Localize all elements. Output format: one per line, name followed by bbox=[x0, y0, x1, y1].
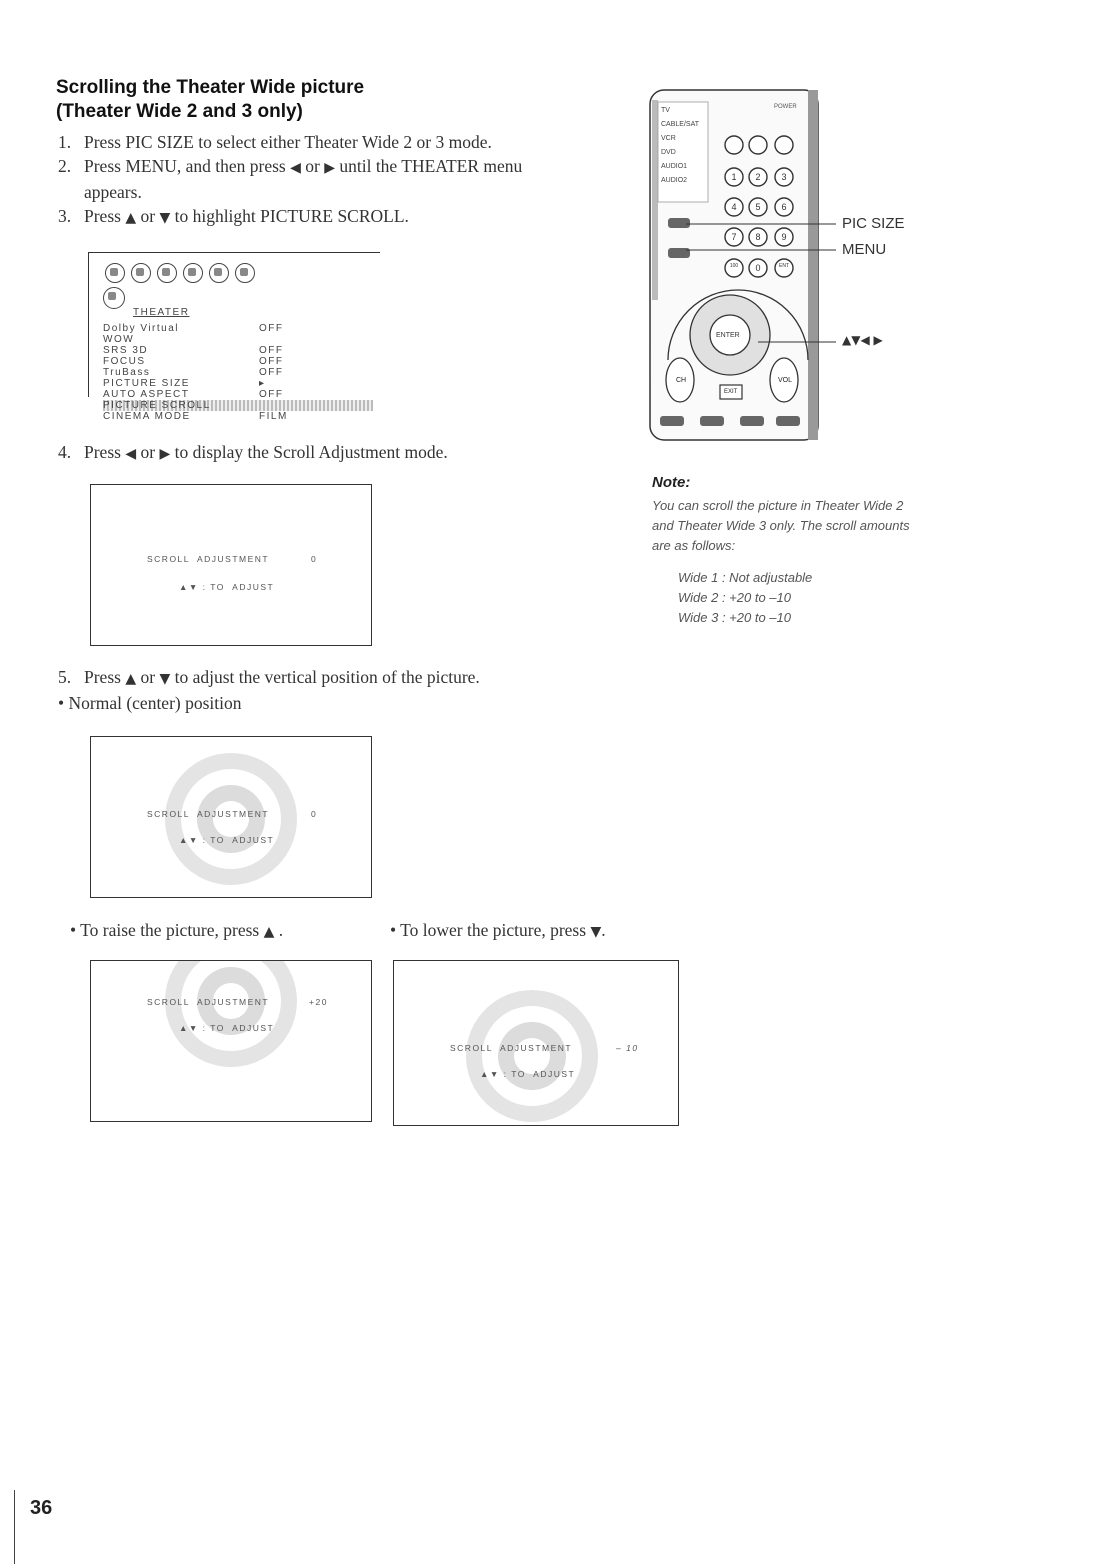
scroll-label: SCROLL ADJUSTMENT bbox=[147, 997, 270, 1007]
heading-line-1: Scrolling the Theater Wide picture bbox=[56, 77, 365, 98]
mode-label: CABLE/SAT bbox=[661, 121, 699, 128]
note-list bbox=[678, 568, 812, 628]
scroll-value: – 10 bbox=[616, 1043, 639, 1053]
callout-menu: MENU bbox=[842, 241, 887, 258]
digit-button[interactable]: 3 bbox=[781, 172, 787, 182]
note-line: are as follows: bbox=[652, 538, 736, 553]
menu-row-label: WOW bbox=[103, 334, 135, 345]
page-margin-rule bbox=[14, 1490, 15, 1564]
timer-menu-icon bbox=[183, 263, 203, 283]
digit-button[interactable]: 5 bbox=[755, 202, 761, 212]
digit-button[interactable]: 6 bbox=[781, 202, 787, 212]
page-number: 36 bbox=[30, 1497, 53, 1519]
theater-menu-rows bbox=[103, 323, 373, 422]
step-5-block bbox=[58, 665, 618, 715]
step-2-cont: appears. bbox=[84, 182, 142, 202]
digit-button[interactable]: 9 bbox=[781, 232, 787, 242]
step-5: 5. Press ▲ or ▼ to adjust the vertical position of the picture. bbox=[58, 667, 480, 687]
heading-line-2: (Theater Wide 2 and 3 only) bbox=[56, 101, 303, 122]
mode-label: VCR bbox=[661, 135, 676, 142]
digit-button[interactable]: 0 bbox=[755, 263, 761, 273]
picture-menu-icon bbox=[105, 263, 125, 283]
step-2: 2. Press MENU, and then press ◀ or ▶ until the THEATER menu bbox=[58, 156, 523, 176]
locks-menu-icon bbox=[235, 263, 255, 283]
menu-row-label: FOCUS bbox=[103, 356, 146, 367]
scroll-value: +20 bbox=[309, 997, 328, 1007]
digit-button[interactable]: ENT bbox=[779, 263, 789, 269]
vol-label: VOL bbox=[778, 377, 793, 384]
scroll-hint: ▲▼ : TO ADJUST bbox=[179, 835, 275, 845]
theater-menu-row[interactable] bbox=[103, 334, 373, 345]
menu-icon-row bbox=[105, 263, 261, 288]
note-line: You can scroll the picture in Theater Wide 2 bbox=[652, 498, 904, 513]
digit-button[interactable]: 8 bbox=[755, 232, 761, 242]
callout-pic-size: PIC SIZE bbox=[842, 215, 905, 232]
step-4: 4. Press ◀ or ▶ to display the Scroll Adjustment mode. bbox=[58, 442, 448, 462]
mode-labels bbox=[661, 104, 699, 188]
bullet-normal: • Normal (center) position bbox=[58, 693, 242, 713]
note-list-item: Wide 3 : +20 to –10 bbox=[678, 610, 791, 625]
digit-button[interactable]: 7 bbox=[731, 232, 737, 242]
menu-row-value: OFF bbox=[259, 323, 284, 334]
theater-menu-row[interactable] bbox=[103, 367, 373, 378]
menu-row-label: AUTO ASPECT bbox=[103, 389, 190, 400]
scroll-hint: ▲▼ : TO ADJUST bbox=[480, 1069, 576, 1079]
ch-label: CH bbox=[676, 377, 687, 384]
section-heading bbox=[56, 76, 364, 124]
scroll-adjust-screen bbox=[90, 484, 372, 646]
theater-menu-row[interactable] bbox=[103, 378, 373, 389]
scroll-value: 0 bbox=[311, 554, 318, 564]
menu-row-value: OFF bbox=[259, 367, 284, 378]
scroll-label: SCROLL ADJUSTMENT bbox=[147, 809, 270, 819]
mode-label: TV bbox=[661, 107, 670, 114]
menu-row-label: PICTURE SIZE bbox=[103, 378, 190, 389]
callout-arrows: ▲▼◀ ▶ bbox=[842, 333, 883, 347]
note-list-item: Wide 1 : Not adjustable bbox=[678, 570, 813, 585]
digit-button[interactable]: 4 bbox=[731, 202, 737, 212]
menu-row-value: ▸ bbox=[259, 378, 266, 389]
setup-menu-icon bbox=[209, 263, 229, 283]
theater-menu-icon bbox=[157, 263, 177, 283]
exit-button[interactable]: EXIT bbox=[724, 389, 738, 395]
theater-menu-row[interactable] bbox=[103, 356, 373, 367]
menu-row-label: SRS 3D bbox=[103, 345, 149, 356]
menu-row-label: TruBass bbox=[103, 367, 151, 378]
mode-label: AUDIO2 bbox=[661, 177, 688, 184]
normal-position-screen bbox=[90, 736, 372, 898]
steps-1-3 bbox=[58, 130, 618, 230]
theater-title-icon bbox=[103, 287, 131, 314]
menu-row-value: FILM bbox=[259, 411, 288, 422]
note-line: and Theater Wide 3 only. The scroll amounts bbox=[652, 518, 910, 533]
theater-menu-row[interactable] bbox=[103, 389, 373, 400]
step-3: 3. Press ▲ or ▼ to highlight PICTURE SCROLL. bbox=[58, 206, 409, 226]
lowered-position-screen bbox=[393, 960, 679, 1126]
menu-row-value: OFF bbox=[259, 389, 284, 400]
digit-button[interactable]: 100 bbox=[729, 263, 739, 269]
mode-label: DVD bbox=[661, 149, 676, 156]
menu-row-label: Dolby Virtual bbox=[103, 323, 180, 334]
bullet-raise: • To raise the picture, press ▲ . bbox=[70, 920, 284, 940]
scroll-label: SCROLL ADJUSTMENT bbox=[147, 554, 270, 564]
note-body bbox=[652, 496, 910, 556]
menu-row-label: CINEMA MODE bbox=[103, 411, 191, 422]
note-title: Note: bbox=[652, 474, 691, 491]
theater-menu-row[interactable] bbox=[103, 400, 373, 411]
scroll-hint: ▲▼ : TO ADJUST bbox=[179, 582, 275, 592]
theater-title: THEATER bbox=[133, 307, 190, 318]
step-1: 1. Press PIC SIZE to select either Theater Wide 2 or 3 mode. bbox=[58, 132, 492, 152]
note-list-item: Wide 2 : +20 to –10 bbox=[678, 590, 791, 605]
raised-position-screen bbox=[90, 960, 372, 1122]
theater-menu-row[interactable] bbox=[103, 411, 373, 422]
digit-button[interactable]: 2 bbox=[755, 172, 761, 182]
menu-row-value: OFF bbox=[259, 356, 284, 367]
scroll-hint: ▲▼ : TO ADJUST bbox=[179, 1023, 275, 1033]
target-graphic bbox=[91, 961, 371, 1121]
enter-button[interactable]: ENTER bbox=[716, 332, 740, 339]
callout-lines bbox=[686, 210, 836, 350]
bullet-lower: • To lower the picture, press ▼. bbox=[390, 920, 606, 940]
theater-menu-screen bbox=[88, 252, 380, 422]
audio-menu-icon bbox=[131, 263, 151, 283]
power-label: POWER bbox=[774, 104, 797, 110]
theater-menu-row[interactable] bbox=[103, 323, 373, 334]
menu-row-label: PICTURE SCROLL bbox=[103, 400, 211, 411]
mode-label: AUDIO1 bbox=[661, 163, 688, 170]
menu-row-value: OFF bbox=[259, 345, 284, 356]
theater-menu-row[interactable] bbox=[103, 345, 373, 356]
scroll-value: 0 bbox=[311, 809, 318, 819]
digit-button[interactable]: 1 bbox=[731, 172, 737, 182]
scroll-label: SCROLL ADJUSTMENT bbox=[450, 1043, 573, 1053]
